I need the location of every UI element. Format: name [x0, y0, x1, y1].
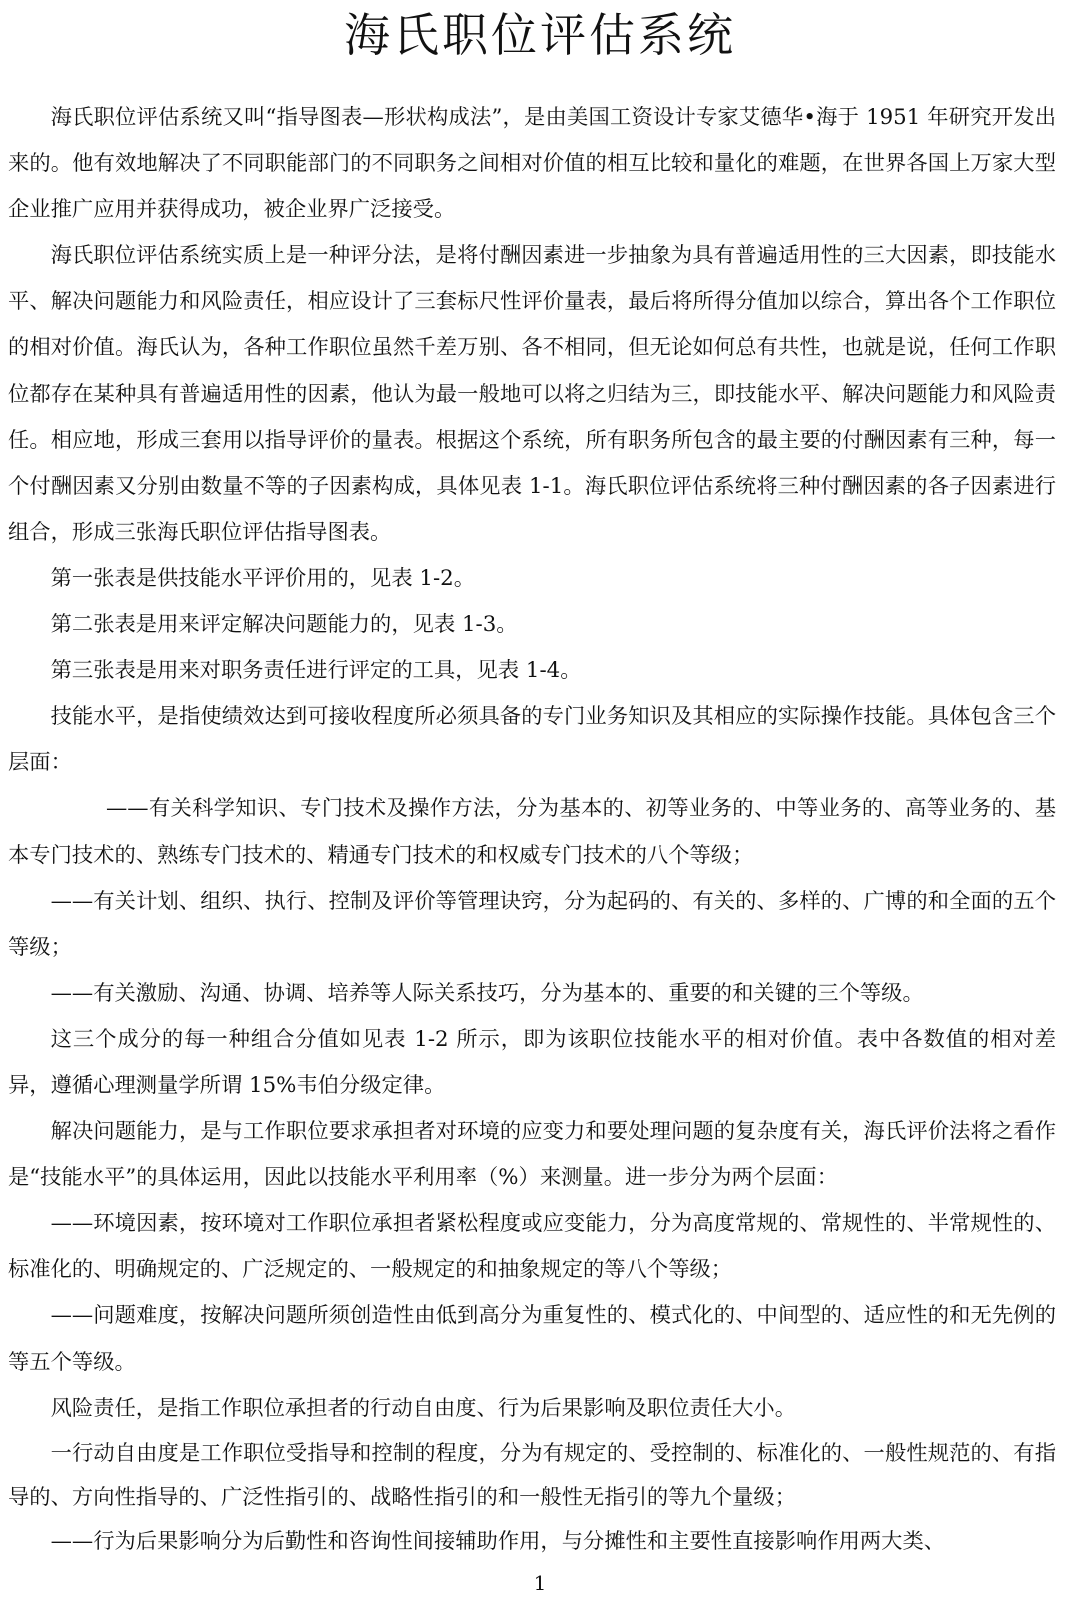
- list-item-interpersonal: ——有关激励、沟通、协调、培养等人际关系技巧，分为基本的、重要的和关键的三个等级。: [50, 980, 924, 1006]
- paragraph-problem-solving: 解决问题能力，是与工作职位要求承担者对环境的应变力和要处理问题的复杂度有关，海氏评价法将之看作是“技能水平”的具体运用，因此以技能水平利用率（%）来测量。进一步分为两个层面：: [8, 1119, 1056, 1191]
- page-title: 海氏职位评估系统: [344, 8, 736, 62]
- list-item-impact: ——行为后果影响分为后勤性和咨询性间接辅助作用，与分摊性和主要性直接影响作用两大类、: [50, 1528, 946, 1554]
- paragraph-skill-level: 技能水平，是指使绩效达到可接收程度所必须具备的专门业务知识及其相应的实际操作技能。具体包含三个层面：: [8, 704, 1056, 776]
- paragraph-intro: 海氏职位评估系统又叫“指导图表—形状构成法”，是由美国工资设计专家艾德华•海于 1951 年研究开发出来的。他有效地解决了不同职能部门的不同职务之间相对价值的相互比较和量化的难题，在世界各国上万家大型企业推广应用并获得成功，被企业界广泛接受。: [8, 105, 1056, 223]
- paragraph-essence: 海氏职位评估系统实质上是一种评分法，是将付酬因素进一步抽象为具有普遍适用性的三大因素，即技能水平、解决问题能力和风险责任，相应设计了三套标尺性评价量表，最后将所得分值加以综合，算出各个工作职位的相对价值。海氏认为，各种工作职位虽然千差万别、各不相同，但无论如何总有共性，也就是说，任何工作职位都存在某种具有普遍适用性的因素，他认为最一般地可以将之归结为三，即技能水平、解决问题能力和风险责任。相应地，形成三套用以指导评价的量表。根据这个系统，所有职务所包含的最主要的付酬因素有三种，每一个付酬因素又分别由数量不等的子因素构成，具体见表 1-1。海氏职位评估系统将三种付酬因素的各子因素进行组合，形成三张海氏职位评估指导图表。: [8, 243, 1056, 545]
- list-item-difficulty: ——问题难度，按解决问题所须创造性由低到高分为重复性的、模式化的、中间型的、适应性的和无先例的等五个等级。: [8, 1303, 1056, 1375]
- list-item-management: ——有关计划、组织、执行、控制及评价等管理诀窍，分为起码的、有关的、多样的、广博的和全面的五个等级；: [8, 888, 1056, 960]
- paragraph-table-1-3: 第二张表是用来评定解决问题能力的，见表 1-3。: [50, 612, 518, 638]
- paragraph-accountability: 风险责任，是指工作职位承担者的行动自由度、行为后果影响及职位责任大小。: [50, 1395, 796, 1421]
- list-item-freedom: 一行动自由度是工作职位受指导和控制的程度，分为有规定的、受控制的、标准化的、一般性规范的、有指导的、方向性指导的、广泛性指引的、战略性指引的和一般性无指引的等九个量级；: [8, 1440, 1056, 1510]
- paragraph-table-1-4: 第三张表是用来对职务责任进行评定的工具，见表 1-4。: [50, 658, 582, 684]
- paragraph-combination: 这三个成分的每一种组合分值如见表 1-2 所示，即为该职位技能水平的相对价值。表中各数值的相对差异，遵循心理测量学所谓 15%韦伯分级定律。: [8, 1026, 1056, 1098]
- list-item-environment: ——环境因素，按环境对工作职位承担者紧松程度或应变能力，分为高度常规的、常规性的、半常规性的、标准化的、明确规定的、广泛规定的、一般规定的和抽象规定的等八个等级；: [8, 1211, 1056, 1283]
- paragraph-table-1-2: 第一张表是供技能水平评价用的，见表 1-2。: [50, 565, 476, 591]
- page-number: 1: [533, 1571, 547, 1595]
- document-body: [8, 95, 1056, 1564]
- list-item-knowledge: ——有关科学知识、专门技术及操作方法，分为基本的、初等业务的、中等业务的、高等业务的、基本专门技术的、熟练专门技术的、精通专门技术的和权威专门技术的八个等级；: [8, 796, 1056, 868]
